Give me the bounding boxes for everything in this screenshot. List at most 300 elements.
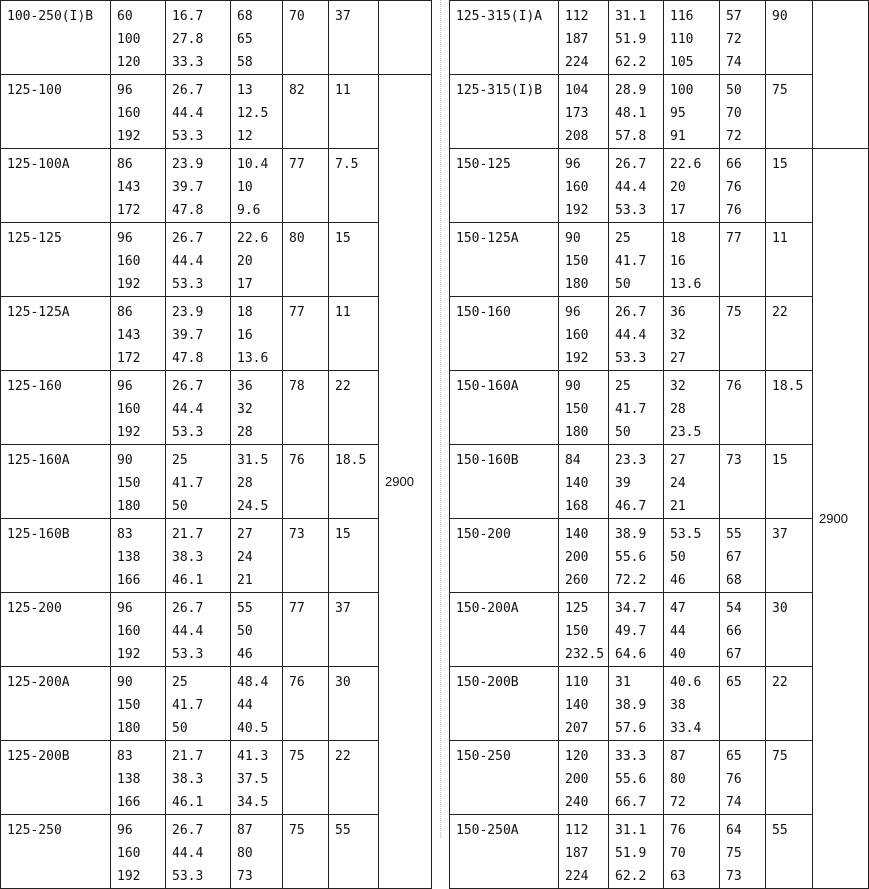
head-cell-value: 10.4: [237, 157, 269, 172]
efficiency-cell: 70: [283, 1, 329, 75]
flow-m3h-cell-value: 192: [117, 647, 141, 662]
flow-m3h-cell-value: 138: [117, 550, 141, 565]
flow-ls-cell-value: 53.3: [172, 647, 204, 662]
flow-m3h-cell-value: 96: [565, 157, 581, 172]
flow-m3h-cell: [559, 297, 609, 371]
flow-m3h-cell: [559, 593, 609, 667]
head-cell-value: 32: [670, 379, 686, 394]
head-cell: [231, 445, 283, 519]
efficiency-cell: [720, 445, 766, 519]
head-cell-value: 24: [670, 476, 686, 491]
flow-m3h-cell-value: 150: [565, 402, 589, 417]
right-spec-table: [449, 0, 869, 889]
flow-ls-cell: [166, 75, 231, 149]
efficiency-cell: [720, 519, 766, 593]
flow-ls-cell: [609, 667, 664, 741]
column-divider: [440, 0, 441, 837]
flow-m3h-cell-value: 160: [117, 106, 141, 121]
flow-m3h-cell-value: 120: [565, 749, 589, 764]
efficiency-cell-value: 76: [726, 379, 742, 394]
head-cell-value: 73: [237, 869, 253, 884]
flow-ls-cell-value: 72.2: [615, 573, 647, 588]
flow-ls-cell-value: 50: [172, 499, 188, 514]
flow-m3h-cell-value: 86: [117, 157, 133, 172]
head-cell-value: 65: [237, 32, 253, 47]
flow-ls-cell: [609, 519, 664, 593]
efficiency-cell: 73: [283, 519, 329, 593]
flow-m3h-cell: [111, 75, 166, 149]
model-cell: 125-200B: [1, 741, 111, 815]
flow-ls-cell-value: 53.3: [172, 425, 204, 440]
efficiency-cell: [720, 223, 766, 297]
flow-ls-cell-value: 25: [615, 231, 631, 246]
flow-ls-cell-value: 25: [172, 675, 188, 690]
flow-ls-cell-value: 26.7: [615, 157, 647, 172]
head-cell-value: 22.6: [670, 157, 702, 172]
flow-m3h-cell: [111, 297, 166, 371]
flow-m3h-cell-value: 96: [117, 823, 133, 838]
table-row: [450, 1, 869, 75]
head-cell-value: 44: [670, 624, 686, 639]
flow-m3h-cell-value: 110: [565, 675, 589, 690]
flow-ls-cell-value: 21.7: [172, 527, 204, 542]
flow-ls-cell: [166, 593, 231, 667]
flow-ls-cell-value: 38.3: [172, 550, 204, 565]
table-row: [1, 149, 432, 223]
flow-m3h-cell-value: 160: [117, 254, 141, 269]
flow-ls-cell: [609, 815, 664, 889]
flow-m3h-cell: [559, 75, 609, 149]
head-cell: [231, 815, 283, 889]
flow-ls-cell: [166, 149, 231, 223]
flow-ls-cell-value: 33.3: [615, 749, 647, 764]
head-cell-value: 91: [670, 129, 686, 144]
flow-ls-cell-value: 34.7: [615, 601, 647, 616]
flow-ls-cell-value: 46.1: [172, 795, 204, 810]
head-cell-value: 100: [670, 83, 694, 98]
flow-m3h-cell: [559, 1, 609, 75]
flow-m3h-cell-value: 208: [565, 129, 589, 144]
head-cell-value: 13.6: [237, 351, 269, 366]
efficiency-cell: [720, 815, 766, 889]
table-row: [1, 371, 432, 445]
table-row: [1, 593, 432, 667]
flow-ls-cell-value: 50: [615, 277, 631, 292]
flow-m3h-cell-value: 112: [565, 9, 589, 24]
flow-m3h-cell-value: 160: [117, 402, 141, 417]
power-cell: 55: [329, 815, 379, 889]
head-cell-value: 116: [670, 9, 694, 24]
flow-m3h-cell-value: 166: [117, 573, 141, 588]
flow-m3h-cell-value: 90: [565, 231, 581, 246]
flow-m3h-cell-value: 104: [565, 83, 589, 98]
flow-m3h-cell-value: 100: [117, 32, 141, 47]
efficiency-cell: 75: [283, 741, 329, 815]
flow-m3h-cell-value: 180: [117, 499, 141, 514]
efficiency-cell-value: 77: [726, 231, 742, 246]
head-cell-value: 80: [670, 772, 686, 787]
efficiency-cell: [720, 741, 766, 815]
efficiency-cell: [720, 75, 766, 149]
model-cell: 125-100: [1, 75, 111, 149]
table-row: [450, 371, 869, 445]
flow-m3h-cell-value: 168: [565, 499, 589, 514]
flow-ls-cell: [609, 297, 664, 371]
head-cell: [664, 815, 720, 889]
head-cell-value: 27: [670, 351, 686, 366]
table-row: [450, 75, 869, 149]
efficiency-cell-value: 64: [726, 823, 742, 838]
head-cell: [231, 371, 283, 445]
power-cell: 55: [766, 815, 813, 889]
flow-ls-cell-value: 38.9: [615, 527, 647, 542]
model-cell: 150-160B: [450, 445, 559, 519]
head-cell-value: 9.6: [237, 203, 261, 218]
flow-m3h-cell: [111, 593, 166, 667]
flow-m3h-cell-value: 192: [117, 277, 141, 292]
head-cell-value: 20: [237, 254, 253, 269]
model-cell: 125-160B: [1, 519, 111, 593]
flow-m3h-cell-value: 200: [565, 550, 589, 565]
head-cell-value: 95: [670, 106, 686, 121]
flow-ls-cell-value: 53.3: [615, 351, 647, 366]
flow-m3h-cell: [111, 223, 166, 297]
head-cell-value: 40.6: [670, 675, 702, 690]
flow-m3h-cell-value: 192: [565, 203, 589, 218]
table-row: [1, 223, 432, 297]
head-cell: [664, 593, 720, 667]
table-row: [450, 741, 869, 815]
flow-ls-cell-value: 41.7: [615, 254, 647, 269]
efficiency-cell: 76: [283, 667, 329, 741]
flow-ls-cell-value: 23.9: [172, 157, 204, 172]
flow-ls-cell-value: 26.7: [172, 231, 204, 246]
head-cell-value: 87: [670, 749, 686, 764]
flow-ls-cell-value: 44.4: [615, 180, 647, 195]
table-row: [1, 297, 432, 371]
power-cell: 30: [329, 667, 379, 741]
left-spec-table: [0, 0, 432, 889]
head-cell-value: 12.5: [237, 106, 269, 121]
flow-m3h-cell-value: 160: [117, 624, 141, 639]
flow-ls-cell-value: 50: [615, 425, 631, 440]
flow-m3h-cell-value: 90: [117, 453, 133, 468]
head-cell: [231, 149, 283, 223]
flow-ls-cell: [166, 1, 231, 75]
flow-ls-cell-value: 55.6: [615, 550, 647, 565]
flow-ls-cell-value: 38.9: [615, 698, 647, 713]
flow-ls-cell-value: 46.7: [615, 499, 647, 514]
flow-ls-cell-value: 62.2: [615, 55, 647, 70]
head-cell-value: 68: [237, 9, 253, 24]
head-cell-value: 50: [237, 624, 253, 639]
table-row: [450, 297, 869, 371]
flow-m3h-cell-value: 96: [117, 83, 133, 98]
flow-m3h-cell-value: 160: [117, 846, 141, 861]
flow-ls-cell-value: 44.4: [172, 106, 204, 121]
flow-ls-cell-value: 39.7: [172, 180, 204, 195]
flow-m3h-cell-value: 187: [565, 846, 589, 861]
table-row: [1, 445, 432, 519]
head-cell-value: 34.5: [237, 795, 269, 810]
head-cell-value: 87: [237, 823, 253, 838]
model-cell: 125-315(I)A: [450, 1, 559, 75]
model-cell: 125-160: [1, 371, 111, 445]
flow-ls-cell: [166, 667, 231, 741]
flow-ls-cell-value: 23.3: [615, 453, 647, 468]
head-cell: [664, 223, 720, 297]
efficiency-cell-value: 73: [726, 869, 742, 884]
efficiency-cell: [720, 1, 766, 75]
head-cell-value: 72: [670, 795, 686, 810]
model-cell: 125-315(I)B: [450, 75, 559, 149]
head-cell-value: 110: [670, 32, 694, 47]
flow-ls-cell: [609, 223, 664, 297]
efficiency-cell: 82: [283, 75, 329, 149]
flow-ls-cell-value: 44.4: [615, 328, 647, 343]
flow-m3h-cell: [111, 149, 166, 223]
efficiency-cell: [720, 297, 766, 371]
model-cell: 150-125A: [450, 223, 559, 297]
efficiency-cell-value: 76: [726, 203, 742, 218]
flow-ls-cell-value: 46.1: [172, 573, 204, 588]
head-cell-value: 17: [237, 277, 253, 292]
flow-m3h-cell-value: 166: [117, 795, 141, 810]
flow-m3h-cell-value: 96: [117, 379, 133, 394]
model-cell: 150-160: [450, 297, 559, 371]
head-cell-value: 21: [670, 499, 686, 514]
flow-m3h-cell: [111, 667, 166, 741]
table-row: [450, 223, 869, 297]
flow-ls-cell-value: 31.1: [615, 823, 647, 838]
head-cell-value: 13.6: [670, 277, 702, 292]
flow-m3h-cell-value: 60: [117, 9, 133, 24]
power-cell: 37: [329, 593, 379, 667]
efficiency-cell-value: 50: [726, 83, 742, 98]
flow-m3h-cell-value: 112: [565, 823, 589, 838]
flow-m3h-cell-value: 240: [565, 795, 589, 810]
efficiency-cell-value: 55: [726, 527, 742, 542]
flow-ls-cell-value: 53.3: [172, 277, 204, 292]
flow-m3h-cell-value: 96: [117, 231, 133, 246]
flow-ls-cell: [166, 519, 231, 593]
power-cell: 7.5: [329, 149, 379, 223]
model-cell: 150-160A: [450, 371, 559, 445]
table-row: [1, 741, 432, 815]
flow-ls-cell-value: 26.7: [172, 601, 204, 616]
flow-m3h-cell-value: 96: [565, 305, 581, 320]
efficiency-cell-value: 65: [726, 749, 742, 764]
power-cell: 30: [766, 593, 813, 667]
head-cell-value: 55: [237, 601, 253, 616]
flow-ls-cell-value: 53.3: [615, 203, 647, 218]
efficiency-cell: 80: [283, 223, 329, 297]
speed-cell: 2900: [813, 149, 869, 889]
flow-m3h-cell-value: 224: [565, 55, 589, 70]
efficiency-cell-value: 54: [726, 601, 742, 616]
flow-m3h-cell-value: 172: [117, 351, 141, 366]
head-cell: [231, 297, 283, 371]
flow-ls-cell-value: 41.7: [172, 698, 204, 713]
efficiency-cell: [720, 149, 766, 223]
flow-m3h-cell-value: 83: [117, 527, 133, 542]
flow-ls-cell-value: 44.4: [172, 402, 204, 417]
head-cell-value: 53.5: [670, 527, 702, 542]
head-cell-value: 28: [237, 425, 253, 440]
head-cell-value: 36: [237, 379, 253, 394]
efficiency-cell: 75: [283, 815, 329, 889]
efficiency-cell-value: 67: [726, 647, 742, 662]
efficiency-cell: [720, 371, 766, 445]
head-cell: [231, 593, 283, 667]
table-row: [1, 75, 432, 149]
head-cell: [231, 1, 283, 75]
power-cell: 90: [766, 1, 813, 75]
flow-m3h-cell: [111, 1, 166, 75]
efficiency-cell-value: 67: [726, 550, 742, 565]
head-cell-value: 22.6: [237, 231, 269, 246]
flow-m3h-cell-value: 143: [117, 180, 141, 195]
head-cell-value: 20: [670, 180, 686, 195]
flow-ls-cell: [166, 371, 231, 445]
flow-m3h-cell-value: 172: [117, 203, 141, 218]
flow-ls-cell-value: 16.7: [172, 9, 204, 24]
flow-ls-cell-value: 41.7: [615, 402, 647, 417]
power-cell: 18.5: [766, 371, 813, 445]
model-cell: 150-200: [450, 519, 559, 593]
power-cell: 15: [329, 519, 379, 593]
flow-ls-cell-value: 26.7: [615, 305, 647, 320]
head-cell-value: 23.5: [670, 425, 702, 440]
empty-cell: [379, 1, 432, 75]
flow-m3h-cell-value: 90: [565, 379, 581, 394]
model-cell: 100-250(I)B: [1, 1, 111, 75]
flow-m3h-cell-value: 90: [117, 675, 133, 690]
flow-ls-cell-value: 41.7: [172, 476, 204, 491]
flow-m3h-cell-value: 180: [565, 425, 589, 440]
flow-m3h-cell-value: 260: [565, 573, 589, 588]
table-row: [450, 815, 869, 889]
flow-m3h-cell-value: 140: [565, 527, 589, 542]
flow-ls-cell: [166, 297, 231, 371]
power-cell: 37: [766, 519, 813, 593]
flow-ls-cell: [166, 741, 231, 815]
head-cell-value: 58: [237, 55, 253, 70]
efficiency-cell: 77: [283, 297, 329, 371]
flow-m3h-cell: [559, 667, 609, 741]
efficiency-cell-value: 74: [726, 55, 742, 70]
flow-ls-cell-value: 38.3: [172, 772, 204, 787]
flow-ls-cell: [609, 371, 664, 445]
flow-ls-cell: [609, 445, 664, 519]
head-cell-value: 18: [670, 231, 686, 246]
flow-ls-cell-value: 44.4: [172, 846, 204, 861]
efficiency-cell: [720, 593, 766, 667]
head-cell-value: 105: [670, 55, 694, 70]
head-cell: [231, 223, 283, 297]
head-cell-value: 38: [670, 698, 686, 713]
power-cell: 11: [329, 75, 379, 149]
flow-ls-cell-value: 49.7: [615, 624, 647, 639]
model-cell: 125-250: [1, 815, 111, 889]
flow-ls-cell: [609, 1, 664, 75]
head-cell-value: 50: [670, 550, 686, 565]
model-cell: 125-200: [1, 593, 111, 667]
flow-ls-cell-value: 57.8: [615, 129, 647, 144]
head-cell: [231, 519, 283, 593]
power-cell: 15: [766, 149, 813, 223]
flow-m3h-cell: [111, 371, 166, 445]
flow-m3h-cell-value: 84: [565, 453, 581, 468]
flow-ls-cell-value: 25: [172, 453, 188, 468]
flow-m3h-cell: [559, 223, 609, 297]
efficiency-cell: [720, 667, 766, 741]
model-cell: 150-250: [450, 741, 559, 815]
model-cell: 125-125: [1, 223, 111, 297]
head-cell-value: 16: [237, 328, 253, 343]
flow-m3h-cell-value: 143: [117, 328, 141, 343]
efficiency-cell: 77: [283, 593, 329, 667]
flow-m3h-cell-value: 120: [117, 55, 141, 70]
flow-ls-cell-value: 48.1: [615, 106, 647, 121]
head-cell-value: 40: [670, 647, 686, 662]
power-cell: 75: [766, 75, 813, 149]
head-cell-value: 27: [670, 453, 686, 468]
flow-ls-cell-value: 66.7: [615, 795, 647, 810]
model-cell: 125-100A: [1, 149, 111, 223]
flow-m3h-cell: [559, 519, 609, 593]
flow-m3h-cell-value: 224: [565, 869, 589, 884]
head-cell: [664, 297, 720, 371]
head-cell-value: 24.5: [237, 499, 269, 514]
power-cell: 22: [329, 741, 379, 815]
flow-ls-cell-value: 27.8: [172, 32, 204, 47]
head-cell-value: 41.3: [237, 749, 269, 764]
flow-ls-cell-value: 47.8: [172, 351, 204, 366]
flow-ls-cell-value: 64.6: [615, 647, 647, 662]
head-cell: [664, 667, 720, 741]
flow-ls-cell-value: 23.9: [172, 305, 204, 320]
flow-ls-cell-value: 39.7: [172, 328, 204, 343]
table-row: [450, 593, 869, 667]
head-cell-value: 13: [237, 83, 253, 98]
flow-ls-cell: [609, 149, 664, 223]
power-cell: 15: [766, 445, 813, 519]
model-cell: 150-125: [450, 149, 559, 223]
flow-ls-cell-value: 44.4: [172, 254, 204, 269]
flow-m3h-cell: [111, 519, 166, 593]
flow-ls-cell-value: 53.3: [172, 129, 204, 144]
flow-m3h-cell-value: 150: [117, 476, 141, 491]
flow-ls-cell-value: 28.9: [615, 83, 647, 98]
flow-ls-cell-value: 57.6: [615, 721, 647, 736]
flow-ls-cell-value: 26.7: [172, 823, 204, 838]
head-cell-value: 44: [237, 698, 253, 713]
efficiency-cell-value: 70: [726, 106, 742, 121]
flow-ls-cell-value: 25: [615, 379, 631, 394]
flow-ls-cell: [609, 741, 664, 815]
table-row: [1, 667, 432, 741]
flow-ls-cell-value: 26.7: [172, 83, 204, 98]
head-cell-value: 76: [670, 823, 686, 838]
head-cell-value: 18: [237, 305, 253, 320]
flow-ls-cell-value: 62.2: [615, 869, 647, 884]
power-cell: 15: [329, 223, 379, 297]
head-cell-value: 80: [237, 846, 253, 861]
efficiency-cell: 78: [283, 371, 329, 445]
head-cell-value: 47: [670, 601, 686, 616]
head-cell: [664, 371, 720, 445]
